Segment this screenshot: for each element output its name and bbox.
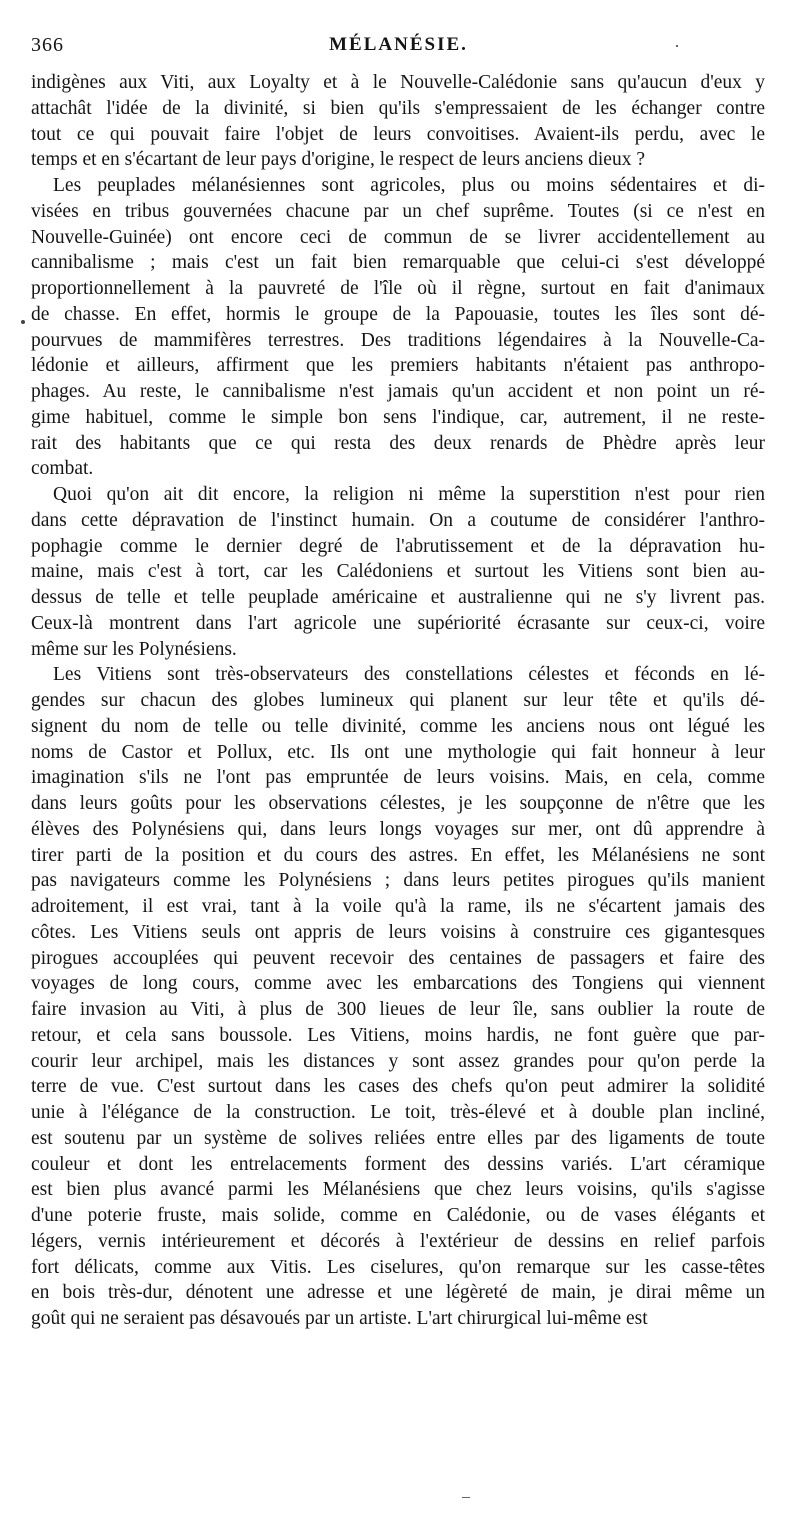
text-line: maine, mais c'est à tort, car les Calédoniens et surtout les Vitiens sont bien au- — [31, 561, 765, 583]
text-line: gendes sur chacun des globes lumineux qui planent sur leur tête et qu'ils dé- — [31, 690, 765, 711]
text-line: pas navigateurs comme les Polynésiens ; dans leurs petites pirogues qu'ils manient — [31, 870, 765, 892]
running-title: MÉLANÉSIE. — [329, 34, 468, 55]
text-line: noms de Castor et Pollux, etc. Ils ont une mythologie qui fait honneur à leur — [31, 741, 765, 763]
text-line: d'une poterie fruste, mais solide, comme en Calédonie, ou de vases élégants et — [31, 1205, 765, 1226]
running-header — [31, 34, 766, 56]
body-text — [31, 70, 765, 1332]
text-line: adroitement, il est vrai, tant à la voile qu'à la rame, ils ne s'écartent jamais des — [31, 896, 765, 917]
text-line: cannibalisme ; mais c'est un fait bien remarquable que celui-ci s'est développé — [31, 252, 765, 274]
text-line: dans leurs goûts pour les observations célestes, je les soupçonne de n'être que les — [31, 793, 765, 814]
text-line: faire invasion au Viti, à plus de 300 lieues de leur île, sans oublier la route de — [31, 999, 765, 1020]
text-line: combat. — [31, 458, 94, 480]
text-line: élèves des Polynésiens qui, dans leurs longs voyages sur mer, ont dû apprendre à — [31, 818, 765, 840]
text-line: Ceux-là montrent dans l'art agricole une supériorité écrasante sur ceux-ci, voire — [31, 612, 765, 634]
text-line: tout ce qui pouvait faire l'objet de leurs convoitises. Avaient-ils perdu, avec le — [31, 123, 765, 145]
paragraph — [31, 70, 765, 173]
text-line: indigènes aux Viti, aux Loyalty et à le Nouvelle-Calédonie sans qu'aucun d'eux y — [31, 72, 765, 93]
text-line: Les peuplades mélanésiennes sont agricoles, plus ou moins sédentaires et di- — [53, 175, 765, 196]
text-line: est soutenu par un système de solives reliées entre elles par des ligaments de toute — [31, 1127, 765, 1149]
text-line: signent du nom de telle ou telle divinité, comme les anciens nous ont légué les — [31, 715, 765, 737]
text-line: de chasse. En effet, hormis le groupe de la Papouasie, toutes les îles sont dé- — [31, 303, 765, 325]
text-line: voyages de long cours, comme avec les embarcations des Tongiens qui viennent — [31, 973, 765, 995]
margin-dot — [21, 320, 25, 324]
text-line: terre de vue. C'est surtout dans les cases des chefs qu'on peut admirer la solidité — [31, 1076, 765, 1098]
text-line: temps et en s'écartant de leur pays d'origine, le respect de leurs anciens dieux ? — [31, 149, 645, 171]
text-line: retour, et cela sans boussole. Les Vitiens, moins hardis, ne font guère que par- — [31, 1024, 765, 1046]
paragraph — [31, 173, 765, 482]
text-line: fort délicats, comme aux Vitis. Les ciselures, qu'on remarque sur les casse-têtes — [31, 1256, 765, 1278]
text-line: dessus de telle et telle peuplade américaine et australienne qui ne s'y livrent pas. — [31, 587, 765, 608]
text-line: proportionnellement à la pauvreté de l'île où il règne, surtout en fait d'animaux — [31, 278, 765, 299]
print-speck-bottom — [462, 1497, 470, 1498]
text-line: Nouvelle-Guinée) ont encore ceci de commun de se livrer accidentellement au — [31, 226, 765, 248]
text-line: lédonie et ailleurs, affirment que les premiers habitants n'étaient pas anthropo- — [31, 355, 765, 377]
text-line: légers, vernis intérieurement et décorés à l'extérieur de dessins en relief parfois — [31, 1230, 765, 1252]
text-line: rait des habitants que ce qui resta des deux renards de Phèdre après leur — [31, 432, 765, 454]
text-line: Les Vitiens sont très-observateurs des constellations célestes et féconds en lé- — [53, 664, 765, 686]
text-line: est bien plus avancé parmi les Mélanésiens que chez leurs voisins, qu'ils s'agisse — [31, 1179, 765, 1201]
text-line: couleur et dont les entrelacements forment des dessins variés. L'art céramique — [31, 1153, 765, 1175]
paragraph — [31, 662, 765, 1332]
text-line: tirer parti de la position et du cours des astres. En effet, les Mélanésiens ne sont — [31, 844, 765, 866]
text-line: gime habituel, comme le simple bon sens l'indique, car, autrement, il ne reste- — [31, 406, 765, 428]
text-line: unie à l'élégance de la construction. Le toit, très-élevé et à double plan incliné, — [31, 1102, 765, 1123]
text-line: côtes. Les Vitiens seuls ont appris de leurs voisins à construire ces gigantesques — [31, 921, 765, 943]
text-line: phages. Au reste, le cannibalisme n'est jamais qu'un accident et non point un ré- — [31, 381, 765, 402]
text-line: en bois très-dur, dénotent une adresse et une légèreté de main, je dirai même un — [31, 1282, 765, 1304]
text-line: courir leur archipel, mais les distances y sont assez grandes pour qu'on perde la — [31, 1050, 765, 1072]
page-number: 366 — [31, 34, 64, 56]
text-line: pourvues de mammifères terrestres. Des traditions légendaires à la Nouvelle-Ca- — [31, 329, 765, 351]
text-line: pirogues accouplées qui peuvent recevoir des centaines de passagers et faire des — [31, 947, 765, 969]
text-line: attachât l'idée de la divinité, si bien qu'ils s'empressaient de les échanger contre — [31, 97, 765, 119]
text-line: dans cette dépravation de l'instinct humain. On a coutume de considérer l'anthro- — [31, 509, 765, 531]
text-line: visées en tribus gouvernées chacune par un chef suprême. Toutes (si ce n'est en — [31, 200, 765, 222]
text-line: goût qui ne seraient pas désavoués par un artiste. L'art chirurgical lui-même est — [31, 1308, 648, 1329]
text-line: même sur les Polynésiens. — [31, 638, 237, 660]
text-line: imagination s'ils ne l'ont pas empruntée de leurs voisins. Mais, en cela, comme — [31, 767, 765, 789]
text-line: pophagie comme le dernier degré de l'abrutissement et de la dépravation hu- — [31, 535, 765, 557]
paragraph — [31, 482, 765, 662]
text-line: Quoi qu'on ait dit encore, la religion ni même la superstition n'est pour rien — [53, 484, 765, 505]
